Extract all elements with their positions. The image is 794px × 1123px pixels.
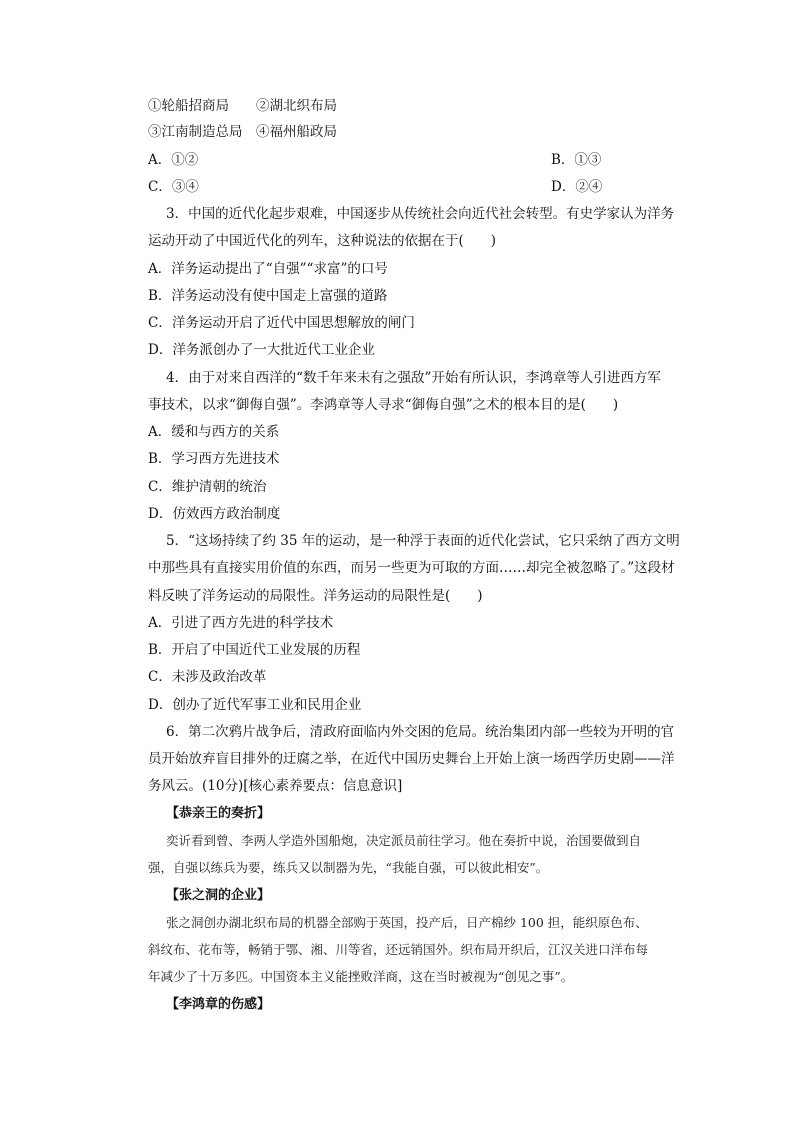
q6-stem-line2: 员开始放弃盲目排外的迂腐之举，在近代中国历史舞台上开始上演一场西学历史剧——洋 [148, 751, 675, 767]
q2-items-line1: ①轮船招商局 ②湖北织布局 [148, 98, 337, 114]
q4-option-b: B．学习西方先进技术 [148, 451, 280, 467]
q6-material1-line2: 强，自强以练兵为要，练兵又以制器为先，“我能自强，可以彼此相安”。 [148, 860, 549, 875]
q4-option-a: A．缓和与西方的关系 [148, 424, 280, 440]
q2-option-a: A．①② [148, 152, 199, 168]
q2-items-line2: ③江南制造总局 ④福州船政局 [148, 124, 337, 140]
q3-stem-line2: 运动开动了中国近代化的列车，这种说法的依据在于( ) [148, 233, 497, 249]
q3-option-b: B．洋务运动没有使中国走上富强的道路 [148, 288, 388, 304]
q5-option-b: B．开启了中国近代工业发展的历程 [148, 642, 361, 658]
q4-stem-line1: 4．由于对来自西洋的“数千年来未有之强敌”开始有所认识，李鸿章等人引进西方军 [166, 370, 661, 386]
q6-heading-prince-gong: 【恭亲王的奏折】 [166, 806, 271, 821]
q3-stem-line1: 3．中国的近代化起步艰难，中国逐步从传统社会向近代社会转型。有史学家认为洋务 [166, 206, 675, 222]
q3-option-d: D．洋务派创办了一大批近代工业企业 [148, 342, 375, 358]
q5-stem-line1: 5．“这场持续了约 35 年的运动，是一种浮于表面的近代化尝试，它只采纳了西方文明 [166, 533, 680, 549]
q6-material2-line1: 张之洞创办湖北织布局的机器全部购于英国，投产后，日产棉纱 100 担，能织原色布、 [166, 915, 648, 930]
q6-heading-li-hongzhang: 【李鸿章的伤感】 [166, 997, 271, 1012]
q6-heading-zhang-zhidong: 【张之洞的企业】 [166, 888, 271, 903]
q4-stem-line2: 事技术，以求“御侮自强”。李鸿章等人寻求“御侮自强”之术的根本目的是( ) [148, 397, 619, 413]
q3-option-c: C．洋务运动开启了近代中国思想解放的闸门 [148, 315, 415, 331]
q6-material2-line2: 斜纹布、花布等，畅销于鄂、湘、川等省，还远销国外。织布局开织后，江汉关进口洋布每 [148, 942, 649, 957]
q4-option-c: C．维护清朝的统治 [148, 479, 267, 495]
q2-option-b: B．①③ [551, 152, 602, 168]
q6-material2-line3: 年减少了十万多匹。中国资本主义能挫败洋商，这在当时被视为“创见之事”。 [148, 969, 574, 984]
q2-option-d: D．②④ [551, 179, 603, 195]
q5-option-a: A．引进了西方先进的科学技术 [148, 615, 334, 631]
q5-stem-line2: 中那些具有直接实用价值的东西，而另一些更为可取的方面……却完全被忽略了。”这段材 [148, 560, 675, 576]
q6-material1-line1: 奕䜣看到曾、李两人学造外国船炮，决定派员前往学习。他在奏折中说，治国要做到自 [166, 833, 642, 848]
q4-option-d: D．仿效西方政治制度 [148, 506, 281, 522]
q6-stem-line3: 务风云。(10分)[核心素养要点：信息意识] [148, 778, 403, 794]
q2-option-c: C．③④ [148, 179, 199, 195]
q5-stem-line3: 料反映了洋务运动的局限性。洋务运动的局限性是( ) [148, 588, 483, 604]
q3-option-a: A．洋务运动提出了“自强”“求富”的口号 [148, 261, 388, 277]
q5-option-c: C．未涉及政治改革 [148, 669, 267, 685]
q6-stem-line1: 6．第二次鸦片战争后，清政府面临内外交困的危局。统治集团内部一些较为开明的官 [166, 724, 675, 740]
q5-option-d: D．创办了近代军事工业和民用企业 [148, 697, 362, 713]
